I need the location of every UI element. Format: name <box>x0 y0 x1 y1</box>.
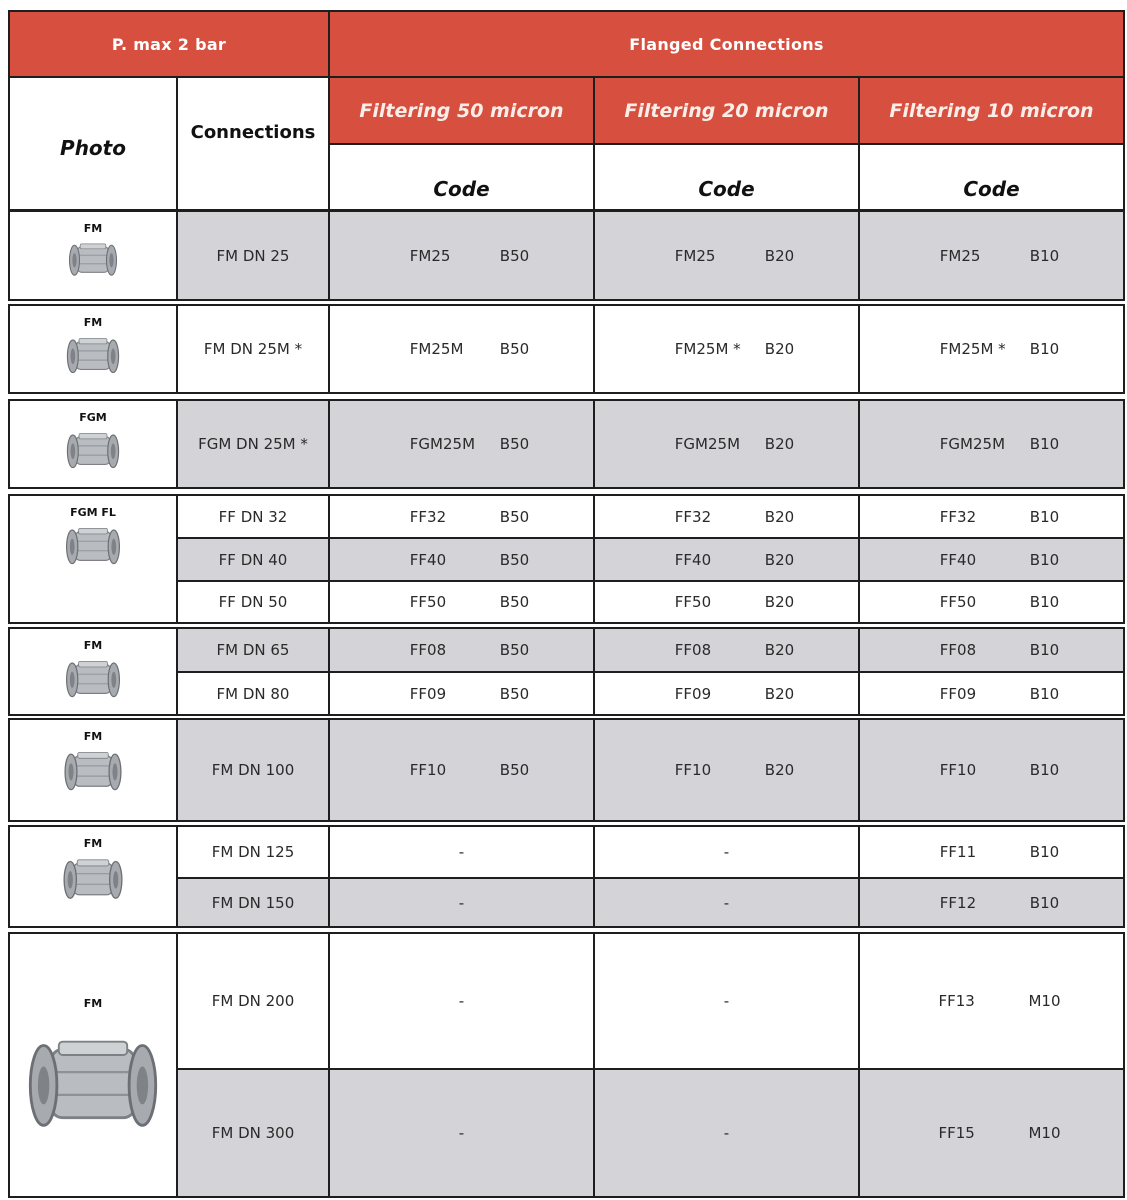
product-code <box>675 685 794 703</box>
code-filter-grade: B10 <box>1029 761 1060 779</box>
connection-size: FM DN 150 <box>211 893 295 912</box>
product-code <box>675 593 794 611</box>
connection-cell <box>176 304 330 394</box>
code-filter-grade: B20 <box>764 246 795 265</box>
code-model: FF09 <box>409 684 447 703</box>
code-header-label: Code <box>698 177 755 201</box>
product-code-cell <box>328 877 595 928</box>
product-photo-cell <box>8 399 178 489</box>
code-model: FF10 <box>409 761 447 779</box>
pressure-header <box>8 10 330 78</box>
code-model: FM25 <box>409 246 451 265</box>
code-unavailable-dash: - <box>723 992 730 1010</box>
product-code <box>675 340 794 358</box>
product-photo-cell <box>8 718 178 822</box>
code-unavailable-dash: - <box>458 843 465 861</box>
product-code-cell <box>593 627 860 673</box>
code-model: FGM25M <box>674 435 741 453</box>
fm-small-filter-icon <box>64 241 122 278</box>
connection-size: FM DN 300 <box>211 1124 295 1142</box>
product-code-cell <box>858 210 1125 301</box>
code-model: FF50 <box>674 593 712 611</box>
filter-header-label: Filtering 20 micron <box>624 99 829 122</box>
code-filter-grade: B50 <box>499 641 530 659</box>
code-filter-grade: M10 <box>1028 1124 1061 1142</box>
code-filter-grade: B10 <box>1029 550 1060 569</box>
code-filter-grade: M10 <box>1028 992 1061 1010</box>
product-photo-cell <box>8 210 178 301</box>
code-header-label: Code <box>433 177 490 201</box>
product-code-cell <box>328 825 595 879</box>
product-code <box>410 435 529 453</box>
code-filter-grade: B20 <box>764 684 795 703</box>
product-model-label: FM <box>83 997 103 1010</box>
product-code-cell <box>858 825 1125 879</box>
code-model: FF11 <box>939 843 977 861</box>
product-code-cell <box>328 718 595 822</box>
product-code <box>410 551 529 569</box>
product-code-cell <box>858 537 1125 582</box>
code-unavailable-dash: - <box>723 893 730 912</box>
code-model: FF40 <box>674 550 712 569</box>
product-code <box>410 641 529 659</box>
product-code-cell <box>593 1068 860 1198</box>
product-model-label: FM <box>83 316 103 329</box>
product-code-cell <box>593 671 860 716</box>
filter-column-header <box>593 76 860 145</box>
code-model: FF08 <box>939 641 977 659</box>
product-photo-cell <box>8 825 178 928</box>
code-filter-grade: B10 <box>1029 246 1060 265</box>
code-filter-grade: B20 <box>764 761 795 779</box>
code-model: FF50 <box>939 593 977 611</box>
code-model: FF32 <box>674 507 712 526</box>
code-model: FGM25M <box>939 435 1006 453</box>
connections-header-label: Connections <box>190 122 316 143</box>
product-code <box>940 685 1059 703</box>
code-model: FM25 <box>674 246 716 265</box>
product-photo-cell <box>8 932 178 1198</box>
code-filter-grade: B50 <box>499 761 530 779</box>
fm-125-filter-icon <box>58 856 128 902</box>
product-code <box>675 641 794 659</box>
connection-cell <box>176 580 330 624</box>
code-unavailable-dash: - <box>723 843 730 861</box>
code-model: FF08 <box>674 641 712 659</box>
product-model-label: FM <box>83 730 103 743</box>
code-unavailable-dash: - <box>458 1124 465 1142</box>
connection-size: FM DN 25 <box>216 246 290 265</box>
product-code <box>938 1124 1060 1142</box>
code-model: FM25M <box>409 340 464 358</box>
product-model-label: FGM <box>79 411 107 424</box>
connection-cell <box>176 671 330 716</box>
product-code-cell <box>328 580 595 624</box>
connection-cell <box>176 627 330 673</box>
connection-cell <box>176 825 330 879</box>
fm-65-filter-icon <box>61 658 125 700</box>
product-code <box>410 593 529 611</box>
fm-200-filter-icon <box>17 1034 169 1133</box>
connection-size: FGM DN 25M * <box>198 435 308 453</box>
filter-column-header <box>328 76 595 145</box>
connection-cell <box>176 494 330 539</box>
code-filter-grade: B10 <box>1029 843 1060 861</box>
product-code-cell <box>858 1068 1125 1198</box>
product-code <box>940 843 1059 861</box>
code-model: FM25 <box>939 246 981 265</box>
code-model: FGM25M <box>409 435 476 453</box>
product-code-cell <box>858 932 1125 1070</box>
product-code <box>940 551 1059 569</box>
photo-column-header <box>8 76 178 211</box>
code-header-label: Code <box>963 177 1020 201</box>
product-code-cell <box>593 399 860 489</box>
connection-size: FM DN 80 <box>216 684 290 703</box>
product-code-cell <box>328 671 595 716</box>
fm-100-filter-icon <box>59 749 127 793</box>
product-code <box>940 435 1059 453</box>
connection-size: FM DN 200 <box>211 992 295 1010</box>
product-code-cell <box>328 932 595 1070</box>
code-filter-grade: B20 <box>764 340 795 358</box>
code-filter-grade: B50 <box>499 507 530 526</box>
code-filter-grade: B10 <box>1029 340 1060 358</box>
filter-column-header <box>858 76 1125 145</box>
connection-size: FF DN 40 <box>218 550 288 569</box>
code-model: FF50 <box>409 593 447 611</box>
product-code <box>410 340 529 358</box>
fgm-filter-icon <box>62 430 124 471</box>
product-model-label: FM <box>83 222 103 235</box>
product-photo-cell <box>8 627 178 716</box>
product-code <box>675 551 794 569</box>
code-filter-grade: B20 <box>764 641 795 659</box>
code-model: FM25M * <box>939 340 1006 358</box>
flanged-connections-header <box>328 10 1125 78</box>
code-filter-grade: B10 <box>1029 684 1060 703</box>
connection-cell <box>176 877 330 928</box>
filter-header-label: Filtering 50 micron <box>359 99 564 122</box>
product-code-cell <box>593 304 860 394</box>
product-code-cell <box>328 494 595 539</box>
code-filter-grade: B50 <box>499 684 530 703</box>
connection-cell <box>176 210 330 301</box>
fgm-fl-filter-icon <box>61 525 125 567</box>
connection-size: FM DN 65 <box>216 641 290 659</box>
code-filter-grade: B10 <box>1029 893 1060 912</box>
product-code-cell <box>858 399 1125 489</box>
product-code-cell <box>593 580 860 624</box>
code-subheader <box>328 143 595 211</box>
product-code <box>410 761 529 779</box>
code-unavailable-dash: - <box>458 992 465 1010</box>
code-model: FF08 <box>409 641 447 659</box>
code-filter-grade: B10 <box>1029 641 1060 659</box>
code-model: FF10 <box>939 761 977 779</box>
product-code-cell <box>328 210 595 301</box>
product-code <box>675 508 794 526</box>
product-code-cell <box>593 210 860 301</box>
connection-size: FM DN 25M * <box>203 340 303 358</box>
code-subheader <box>593 143 860 211</box>
connection-size: FM DN 125 <box>211 843 295 861</box>
code-unavailable-dash: - <box>458 893 465 912</box>
code-filter-grade: B20 <box>764 550 795 569</box>
product-code <box>675 435 794 453</box>
product-code-cell <box>593 825 860 879</box>
code-filter-grade: B20 <box>764 435 795 453</box>
connection-cell <box>176 1068 330 1198</box>
connection-cell <box>176 399 330 489</box>
product-photo-cell <box>8 304 178 394</box>
connection-cell <box>176 932 330 1070</box>
product-code-cell <box>858 877 1125 928</box>
connection-size: FM DN 100 <box>211 761 295 779</box>
code-filter-grade: B50 <box>499 435 530 453</box>
code-unavailable-dash: - <box>723 1124 730 1142</box>
code-filter-grade: B50 <box>499 340 530 358</box>
product-code <box>940 641 1059 659</box>
filter-header-label: Filtering 10 micron <box>889 99 1094 122</box>
product-code <box>940 593 1059 611</box>
product-code <box>410 685 529 703</box>
product-code-cell <box>858 580 1125 624</box>
product-code <box>940 247 1059 265</box>
product-code-cell <box>328 304 595 394</box>
code-model: FF10 <box>674 761 712 779</box>
product-code-cell <box>858 304 1125 394</box>
product-code <box>940 894 1059 912</box>
product-model-label: FM <box>83 639 103 652</box>
connection-cell <box>176 718 330 822</box>
code-model: FF12 <box>939 893 977 912</box>
code-filter-grade: B50 <box>499 550 530 569</box>
product-code-cell <box>593 494 860 539</box>
code-filter-grade: B20 <box>764 593 795 611</box>
code-filter-grade: B10 <box>1029 435 1060 453</box>
fm-m-filter-icon <box>62 335 124 376</box>
code-filter-grade: B50 <box>499 246 530 265</box>
code-filter-grade: B20 <box>764 507 795 526</box>
product-code-cell <box>328 537 595 582</box>
product-code-cell <box>593 877 860 928</box>
product-code <box>940 761 1059 779</box>
code-model: FF09 <box>674 684 712 703</box>
product-code <box>410 247 529 265</box>
product-code-cell <box>593 932 860 1070</box>
code-model: FF40 <box>939 550 977 569</box>
product-code-cell <box>858 671 1125 716</box>
product-code-cell <box>328 1068 595 1198</box>
product-model-label: FGM FL <box>70 506 116 519</box>
code-model: FF32 <box>939 507 977 526</box>
product-code <box>410 508 529 526</box>
product-code-cell <box>858 494 1125 539</box>
product-code <box>940 508 1059 526</box>
table-title: Flanged Connections <box>629 34 824 54</box>
code-model: FF32 <box>409 507 447 526</box>
code-model: FM25M * <box>674 340 741 358</box>
product-code-cell <box>858 627 1125 673</box>
product-code <box>675 761 794 779</box>
product-code-cell <box>593 718 860 822</box>
product-code-cell <box>858 718 1125 822</box>
connection-cell <box>176 537 330 582</box>
product-model-label: FM <box>83 837 103 850</box>
product-code <box>938 992 1060 1010</box>
product-code <box>940 340 1059 358</box>
code-model: FF40 <box>409 550 447 569</box>
code-subheader <box>858 143 1125 211</box>
code-model: FF09 <box>939 684 977 703</box>
code-model: FF13 <box>938 992 975 1010</box>
product-code-cell <box>328 627 595 673</box>
connection-size: FF DN 32 <box>218 507 288 526</box>
code-filter-grade: B10 <box>1029 593 1060 611</box>
connections-column-header <box>176 76 330 211</box>
connection-size: FF DN 50 <box>218 593 288 611</box>
code-model: FF15 <box>938 1124 975 1142</box>
pressure-label: P. max 2 bar <box>111 34 227 54</box>
product-code-cell <box>593 537 860 582</box>
code-filter-grade: B50 <box>499 593 530 611</box>
product-photo-cell <box>8 494 178 624</box>
product-code-cell <box>328 399 595 489</box>
code-filter-grade: B10 <box>1029 507 1060 526</box>
product-code <box>675 247 794 265</box>
photo-header-label: Photo <box>60 135 126 160</box>
